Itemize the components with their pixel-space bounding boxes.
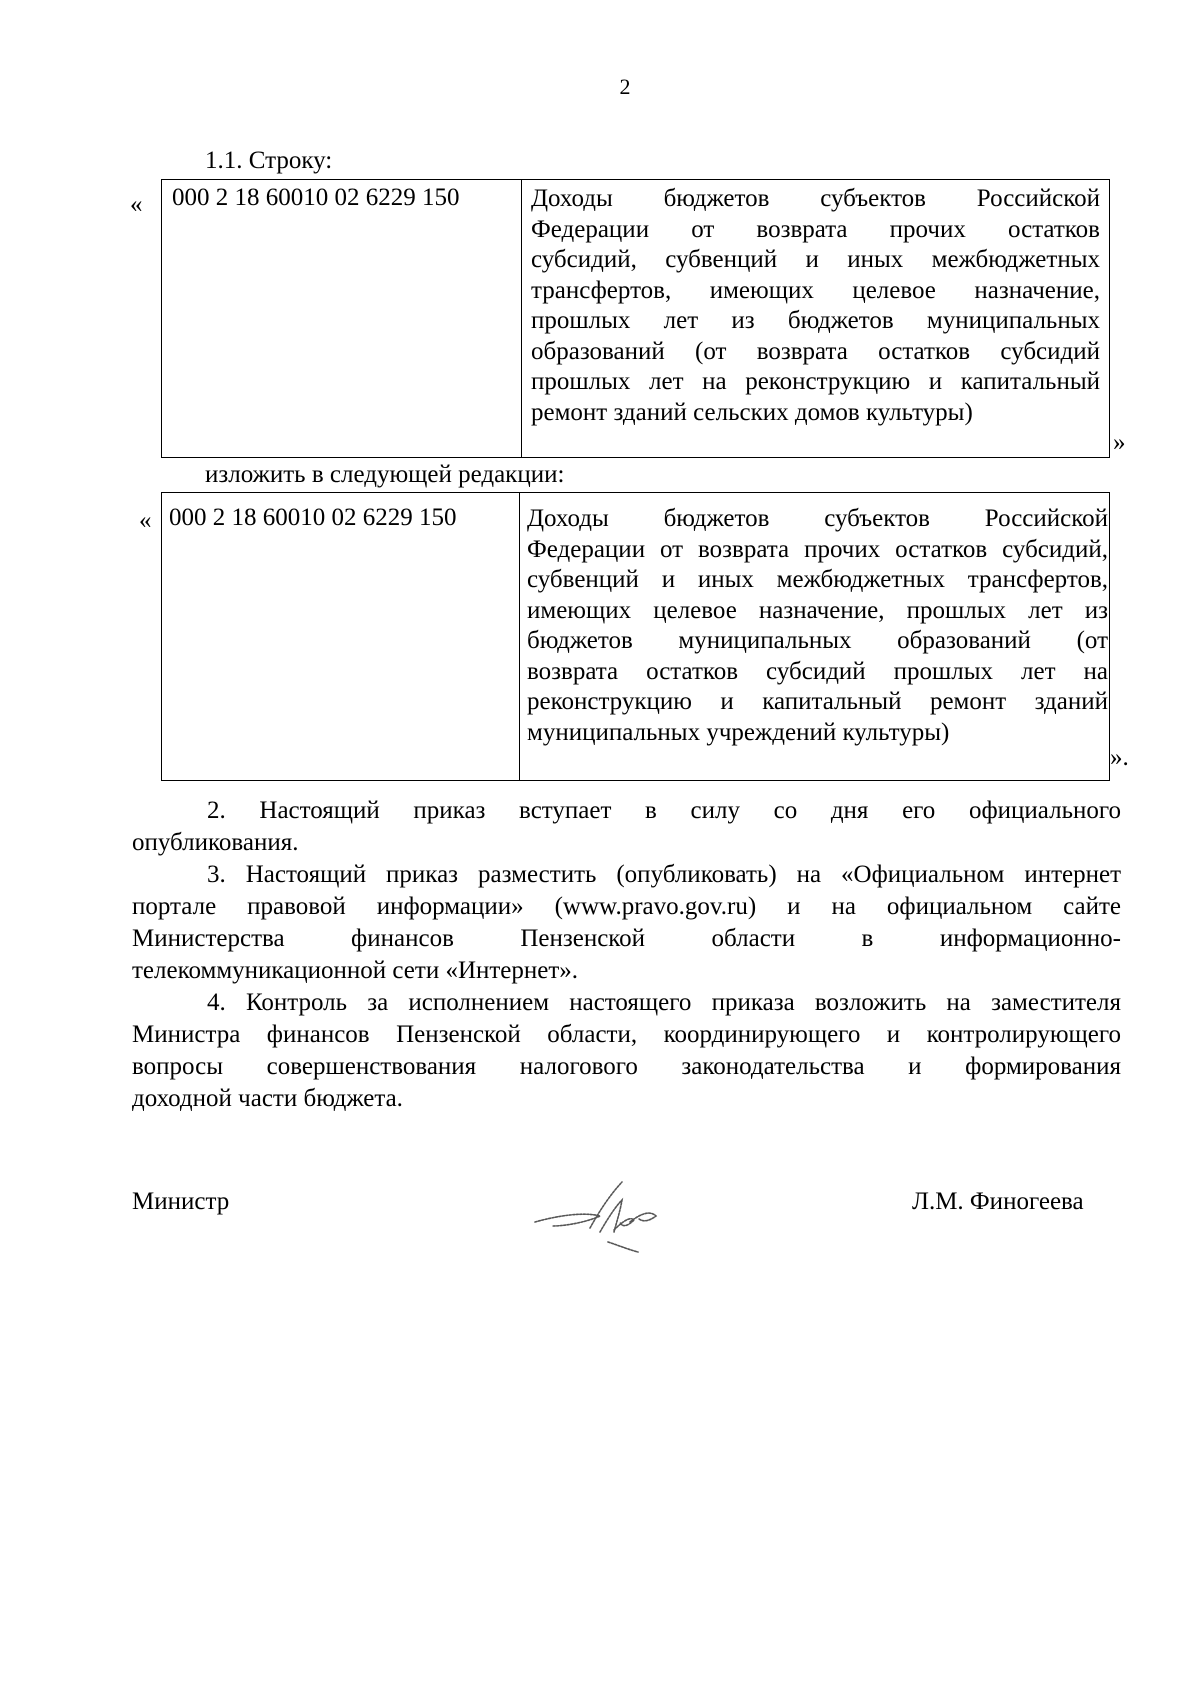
paragraph-line: телекоммуникационной сети «Интернет». [132, 957, 579, 984]
description-line: прошлых лет из бюджетов муниципальных [531, 307, 1100, 334]
paragraph-4 [132, 987, 1121, 1115]
table-row [162, 493, 1110, 781]
description-cell [522, 180, 1110, 458]
description-line: реконструкцию и капитальный ремонт зданий [527, 688, 1108, 715]
description-line: Федерации от возврата прочих остатков [531, 215, 1100, 243]
intro-label: 1.1. Строку: [205, 147, 333, 174]
description-line: субвенций и иных межбюджетных трансфертов, [527, 566, 1108, 593]
signatory-name: Л.М. Финогеева [912, 1188, 1084, 1215]
description-line: возврата остатков субсидий прошлых лет на [527, 657, 1108, 685]
description-text [522, 180, 1109, 428]
description-line: бюджетов муниципальных образований (от [527, 627, 1108, 654]
page-number: 2 [619, 74, 631, 99]
paragraph-3 [132, 859, 1121, 987]
open-quote-2: « [139, 507, 152, 534]
table-row [162, 180, 1110, 458]
code-cell [162, 493, 520, 781]
paragraph-line: портале правовой информации» (www.pravo.gov.ru) и на официальном сайте [132, 893, 1121, 920]
description-text [520, 493, 1109, 748]
description-line: Федерации от возврата прочих остатков субсидий, [527, 535, 1108, 563]
close-quote-2: ». [1110, 744, 1129, 771]
description-line: муниципальных учреждений культуры) [527, 718, 950, 746]
description-line: Доходы бюджетов субъектов Российской [527, 505, 1108, 532]
description-line: субсидий, субвенций и иных межбюджетных [531, 246, 1100, 273]
paragraph-line: 3. Настоящий приказ разместить (опубликовать) на «Официальном интернет [207, 861, 1121, 888]
original-row-table [161, 179, 1110, 458]
code-cell [162, 180, 522, 458]
description-line: прошлых лет на реконструкцию и капитальный [531, 368, 1100, 395]
close-quote-1: » [1113, 429, 1126, 456]
paragraph-line: Министерства финансов Пензенской области в информационно- [132, 925, 1121, 952]
description-cell [520, 493, 1110, 781]
budget-code: 000 2 18 60010 02 6229 150 [169, 504, 457, 531]
paragraph-line: Министра финансов Пензенской области, координирующего и контролирующего [132, 1021, 1121, 1048]
paragraph-line: 2. Настоящий приказ вступает в силу со дня его официального [207, 797, 1121, 824]
description-line: образований (от возврата остатков субсидий [531, 337, 1100, 365]
paragraph-line: 4. Контроль за исполнением настоящего приказа возложить на заместителя [207, 989, 1121, 1016]
budget-code: 000 2 18 60010 02 6229 150 [172, 184, 460, 211]
paragraph-2 [132, 795, 1121, 859]
description-line: имеющих целевое назначение, прошлых лет из [527, 596, 1108, 624]
description-line: трансфертов, имеющих целевое назначение, [531, 276, 1100, 304]
replace-label: изложить в следующей редакции: [205, 461, 565, 488]
description-line: ремонт зданий сельских домов культуры) [531, 398, 973, 426]
signatory-title: Министр [132, 1188, 230, 1215]
description-line: Доходы бюджетов субъектов Российской [531, 185, 1100, 212]
new-row-table [161, 492, 1110, 781]
paragraph-line: опубликования. [132, 829, 299, 856]
handwritten-signature [530, 1170, 680, 1260]
open-quote-1: « [130, 191, 143, 218]
paragraph-line: доходной части бюджета. [132, 1085, 403, 1112]
paragraph-line: вопросы совершенствования налогового законодательства и формирования [132, 1053, 1121, 1080]
